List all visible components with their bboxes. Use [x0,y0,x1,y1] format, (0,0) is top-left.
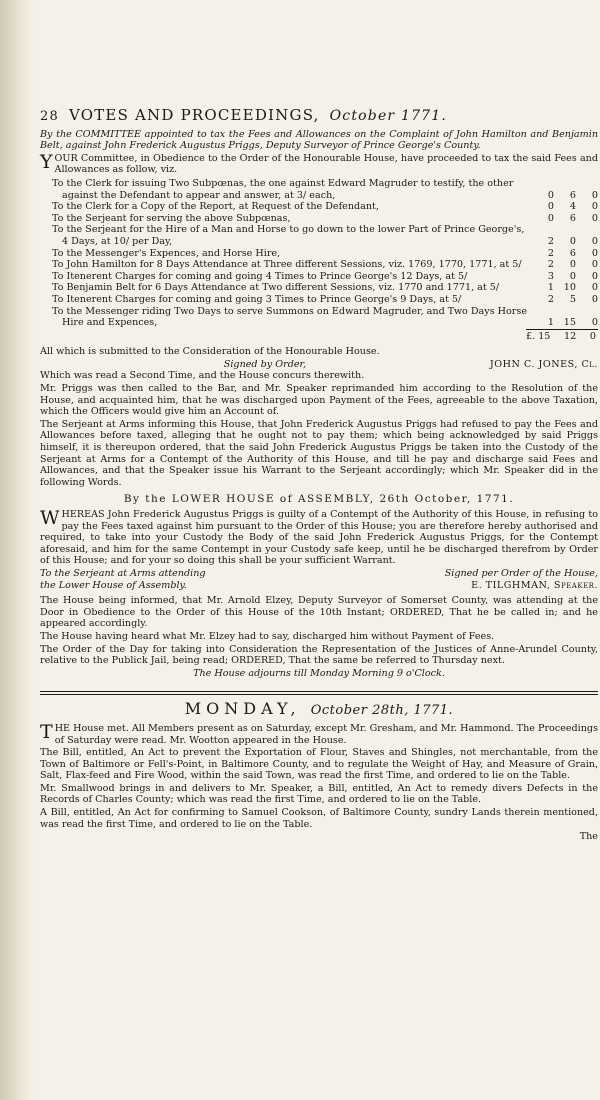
warrant-signature-2 [40,580,598,592]
fee-row [52,294,598,306]
fee-row [52,224,598,247]
pounds: 2 [547,259,554,271]
fee-desc: To the Clerk for a Copy of the Report, at Request of the Defendant, [52,201,379,213]
pounds: 3 [547,270,554,282]
total-amount [526,331,596,343]
shillings: 6 [569,212,576,224]
fee-amount [532,248,598,260]
monday-heading [40,699,598,719]
shillings: 5 [569,293,576,305]
pence: 0 [591,235,598,247]
fee-desc: To the Messenger riding Two Days to serve Summons on Edward Magruder, and Two Days Horse Hire and Expences, [52,305,527,329]
dropcap-w: W [40,507,60,529]
pence: 0 [591,317,598,329]
pounds: 2 [547,247,554,259]
paragraph: Mr. Priggs was then called to the Bar, and Mr. Speaker reprimanded him according to the Resolution of the House, and acquainted him, that he was discharged upon Payment of the Fees, agreeable to the above Taxation, which the Officers would give him an Account of. [40,383,598,418]
fee-amount [532,236,598,248]
fee-row [52,306,598,329]
dropcap-t: T [40,720,53,743]
warrant-text [40,509,598,567]
catchword: The [579,831,598,843]
committee-opening-text: OUR Committee, in Obedience to the Order of the Honourable House, have proceeded to tax the said Fees and Allowances as follow, viz. [54,152,598,176]
pence: 0 [591,189,598,201]
fee-amount [532,282,598,294]
paragraph: A Bill, entitled, An Act for confirming to Samuel Cookson, of Baltimore County, sundry Lands therein mentioned, was read the first Time, and ordered to lie on the Table. [40,807,598,830]
fee-total [526,329,598,343]
monday-first [40,720,598,746]
paragraph: Which was read a Second Time, and the House concurs therewith. [40,370,365,382]
shillings: 10 [563,282,576,294]
pence: 0 [591,270,598,282]
fee-amount [532,213,598,225]
fee-row [52,248,598,260]
shillings: 0 [569,259,576,271]
pounds: 0 [547,212,554,224]
shillings: 0 [569,235,576,247]
pence: 0 [591,282,598,294]
shillings: 15 [563,317,576,329]
pounds: 2 [547,235,554,247]
fee-desc: To the Clerk for issuing Two Subpœnas, the one against Edward Magruder to testify, the other against the Defendant to appear and answer, at 3/ each, [52,177,514,201]
fee-row [52,259,598,271]
shillings: 6 [569,247,576,259]
warrant-heading: By the LOWER HOUSE of ASSEMBLY, 26th October, 1771. [123,493,515,506]
shillings: 6 [569,189,576,201]
paragraph: The Serjeant at Arms informing this House, that John Frederick Augustus Priggs had refused to pay the Fees and Allowances before taxed, alleging that he ought not to pay them; which being acknowledged by said Priggs himself, it is thereupon ordered, that the said John Frederick Augustus Priggs be taken into the Custody of the Serjeant at Arms for a Contempt of the Authority of this House, and till he pay and discharge said Fees and Allowances, and that the Speaker issue his Warrant to the Serjeant accordingly; which Mr. Speaker did in the following Words. [40,418,598,488]
fee-row [52,271,598,283]
clerk-signer: JOHN C. JONES, Cl. [489,358,598,370]
pounds: 2 [547,293,554,305]
fee-desc: To Benjamin Belt for 6 Days Attendance at Two different Sessions, viz. 1770 and 1771, at 5/ [52,282,500,294]
total-shillings: 12 [564,330,577,342]
pounds: 0 [547,189,554,201]
pence: 0 [591,212,598,224]
fee-row [52,282,598,294]
monday-day: MONDAY, [184,699,301,719]
committee-signature [40,359,598,371]
fee-account [52,178,598,342]
fee-row [52,213,598,225]
submitted-line: All which is submitted to the Consideration of the Honourable House. [40,346,380,358]
committee-opening [40,150,598,176]
fee-amount [532,294,598,306]
pence: 0 [591,247,598,259]
pounds: 0 [547,201,554,213]
pounds: 1 [547,282,554,294]
paragraph: The Bill, entitled, An Act to prevent the Exportation of Flour, Staves and Shingles, not merchantable, from the Town of Baltimore or Fell's-Point, in Baltimore County, and to regulate the Weight of Hay, and Measure of Grain, Salt, Flax-feed and Fire Wood, within the said Town, was read the first Time, and ordered to lie on the Table. [40,747,598,782]
fee-desc: To Itenerent Charges for coming and going 3 Times to Prince George's 9 Days, at 5/ [52,293,462,305]
fee-desc: To the Serjeant for the Hire of a Man and Horse to go down to the lower Part of Prince George's, 4 Days, at 10/ per Day, [52,224,525,247]
pence: 0 [591,259,598,271]
monday-first-text: HE House met. All Members present as on Saturday, except Mr. Gresham, and Mr. Hammond. The Proceedings of Saturday were read. Mr. Wootton appeared in the House. [54,722,598,746]
page-number: 28 [40,109,59,124]
paragraph: The Order of the Day for taking into Consideration the Representation of the Justices of Anne-Arundel County, relative to the Publick Jail, being read; ORDERED, That the same be referred to Thursday next. [40,643,598,667]
adjourn-line: The House adjourns till Monday Morning 9 o'Clock. [193,667,445,679]
page-binding-edge [0,0,34,1100]
monday-date: October 28th, 1771. [310,703,454,719]
running-month: October 1771. [329,108,448,124]
committee-intro: By the COMMITTEE appointed to tax the Fees and Allowances on the Complaint of John Hamilton and Benjamin Belt, against John Frederick Augustus Priggs, Deputy Surveyor of Prince George's County. [40,128,598,152]
fee-desc: To Itenerent Charges for coming and going 4 Times to Prince George's 12 Days, at 5/ [52,270,468,282]
signed-by: Signed by Order, [223,358,307,370]
speaker-signer: E. TILGHMAN, Speaker. [471,579,598,591]
warrant-body: HEREAS John Frederick Augustus Priggs is guilty of a Contempt of the Authority of this House, in refusing to pay the Fees taxed against him pursuant to the Order of this House; you are therefore hereby authorised and required, to take into your Custody the Body of the said John Frederick Augustus Priggs, for the Contempt aforesaid, and him for the same Contempt in your Custody safe keep, until he be discharged therefrom by Order of this House; and for your so doing this shall be your sufficient Warrant. [40,509,598,567]
total-pounds: £. 15 [526,330,551,342]
running-head [40,106,598,124]
shillings: 0 [569,270,576,282]
fee-amount [532,317,598,329]
warrant-signed-per: Signed per Order of the House, [444,567,598,579]
dropcap-y: Y [40,150,53,173]
fee-desc: To the Serjeant for serving the above Subpœnas, [52,212,291,224]
pence: 0 [591,293,598,305]
fee-desc: To John Hamilton for 8 Days Attendance at Three different Sessions, viz. 1769, 1770, 1771, at 5/ [52,259,522,271]
fee-row [52,201,598,213]
running-title: VOTES AND PROCEEDINGS, [68,106,320,124]
paragraph: The House having heard what Mr. Elzey had to say, discharged him without Payment of Fees. [40,630,495,642]
shillings: 4 [569,201,576,213]
warrant-addressee-2: the Lower House of Assembly. [40,579,187,591]
section-rule [40,691,598,695]
fee-row [52,178,598,201]
total-pence: 0 [589,330,596,342]
pounds: 1 [547,317,554,329]
fee-amount [532,271,598,283]
fee-amount [532,190,598,202]
warrant-signature-1 [40,568,598,580]
pence: 0 [591,201,598,213]
paragraph: Mr. Smallwood brings in and delivers to Mr. Speaker, a Bill, entitled, An Act to remedy divers Defects in the Records of Charles County; which was read the first Time, and ordered to lie on the Table. [40,782,598,806]
paragraph: The House being informed, that Mr. Arnold Elzey, Deputy Surveyor of Somerset County, was attending at the Door in Obedience to the Order of this House of the 10th Instant; ORDERED, That he be called in; and he appeared accordingly. [40,595,598,630]
warrant-addressee-1: To the Serjeant at Arms attending [40,567,206,579]
fee-desc: To the Messenger's Expences, and Horse Hire, [52,247,281,259]
document-page [40,106,598,843]
fee-amount [532,201,598,213]
fee-amount [532,259,598,271]
